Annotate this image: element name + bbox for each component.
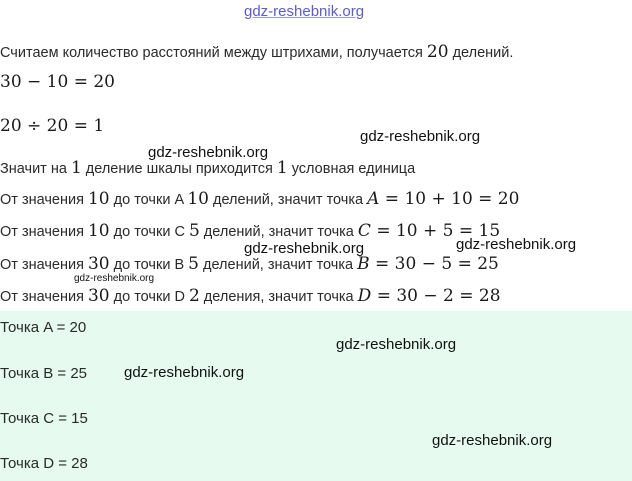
intro-text-after: делений. xyxy=(448,45,514,61)
watermark: gdz-reshebnik.org xyxy=(456,236,577,253)
intro-line xyxy=(0,42,513,62)
step-middle: до точки C xyxy=(109,224,189,240)
step-formula: = 30 − 2 = 28 xyxy=(371,286,501,306)
intro-number: 20 xyxy=(426,42,449,62)
step-suffix: деления, значит точка xyxy=(199,289,358,305)
conclusion-text-middle: деление шкалы приходится xyxy=(81,161,277,177)
equation-1: 30 − 10 = 20 xyxy=(0,72,115,92)
step-prefix: От значения xyxy=(0,289,88,305)
step-point: B xyxy=(357,254,370,274)
answer-point-b: Точка B = 25 xyxy=(0,365,88,382)
conclusion-number-2: 1 xyxy=(276,158,288,178)
step-prefix: От значения xyxy=(0,257,88,273)
watermark: gdz-reshebnik.org xyxy=(336,336,457,353)
step-line-c xyxy=(0,221,500,241)
watermark: gdz-reshebnik.org xyxy=(148,144,269,161)
step-start-value: 10 xyxy=(87,189,110,209)
conclusion-line xyxy=(0,158,415,178)
step-formula: = 30 − 5 = 25 xyxy=(369,254,499,274)
step-middle: до точки B xyxy=(109,257,189,273)
step-middle: до точки A xyxy=(109,192,188,208)
watermark: gdz-reshebnik.org xyxy=(244,240,365,257)
step-suffix: делений, значит точка xyxy=(198,257,358,273)
step-formula: = 10 + 5 = 15 xyxy=(370,221,501,241)
conclusion-text-before: Значит на xyxy=(0,161,71,177)
step-start-value: 10 xyxy=(87,221,110,241)
step-line-d xyxy=(0,286,501,306)
step-divisions: 5 xyxy=(188,221,200,241)
step-point: A xyxy=(367,189,380,209)
step-point: C xyxy=(357,221,371,241)
conclusion-number: 1 xyxy=(70,158,82,178)
step-start-value: 30 xyxy=(87,286,110,306)
conclusion-text-after: условная единица xyxy=(287,161,416,177)
step-formula: = 10 + 10 = 20 xyxy=(379,189,520,209)
step-line-a xyxy=(0,189,519,209)
watermark-small: gdz-reshebnik.org xyxy=(74,273,155,284)
answer-point-d: Точка D = 28 xyxy=(0,455,88,472)
step-line-b xyxy=(0,254,499,274)
answer-point-a: Точка A = 20 xyxy=(0,319,87,336)
step-prefix: От значения xyxy=(0,224,88,240)
step-divisions: 10 xyxy=(187,189,209,209)
step-middle: до точки D xyxy=(109,289,189,305)
header-watermark: gdz-reshebnik.org xyxy=(244,3,365,20)
step-start-value: 30 xyxy=(87,254,110,274)
intro-text-before: Считаем количество расстояний между штрихами, получается xyxy=(0,45,427,61)
answer-block xyxy=(0,311,632,481)
step-point: D xyxy=(357,286,372,306)
watermark: gdz-reshebnik.org xyxy=(360,128,481,145)
step-prefix: От значения xyxy=(0,192,88,208)
step-suffix: делений, значит точка xyxy=(208,192,368,208)
watermark: gdz-reshebnik.org xyxy=(432,432,553,449)
step-divisions: 5 xyxy=(188,254,199,274)
equation-2: 20 ÷ 20 = 1 xyxy=(0,116,105,136)
watermark: gdz-reshebnik.org xyxy=(124,364,245,381)
answer-point-c: Точка C = 15 xyxy=(0,410,88,427)
step-suffix: делений, значит точка xyxy=(199,224,358,240)
step-divisions: 2 xyxy=(188,286,200,306)
